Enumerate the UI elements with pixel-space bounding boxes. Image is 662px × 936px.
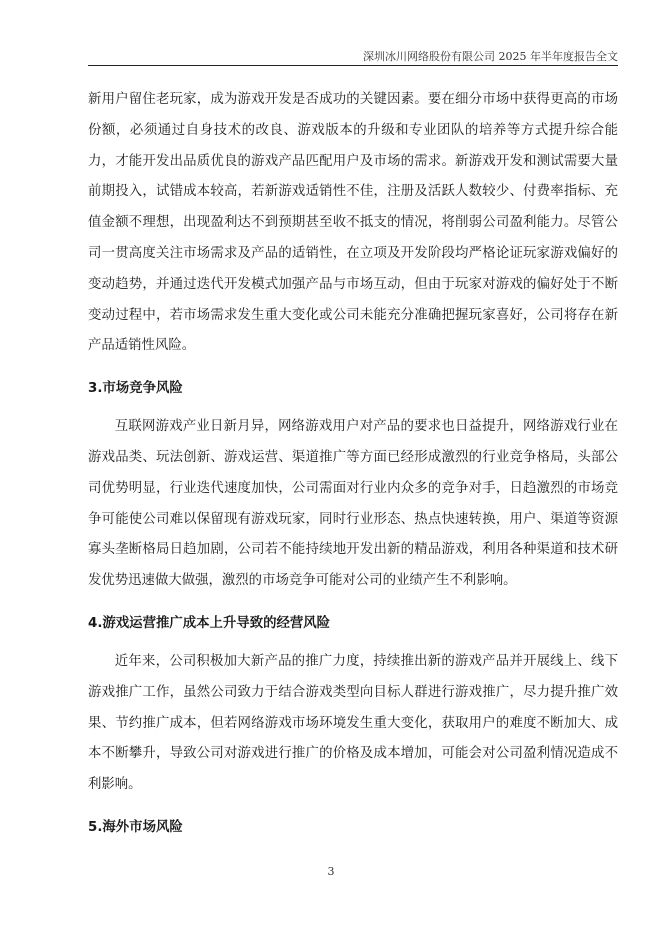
intro-paragraph: 新用户留住老玩家，成为游戏开发是否成功的关键因素。要在细分市场中获得更高的市场份额，必须通过自身技术的改良、游戏版本的升级和专业团队的培养等方式提升综合能力，才能开发出品质优良的游戏产品匹配用户及市场的需求。新游戏开发和测试需要大量前期投入，试错成本较高，若新游戏适销性不佳，注册及活跃人数较少、付费率指标、充值金额不理想，出现盈利达不到预期甚至收不抵支的情况，将削弱公司盈利能力。尽管公司一贯高度关注市场需求及产品的适销性，在立项及开发阶段均严格论证玩家游戏偏好的变动趋势，并通过迭代开发模式加强产品与市场互动，但由于玩家对游戏的偏好处于不断变动过程中，若市场需求发生重大变化或公司未能充分准确把握玩家喜好，公司将存在新产品适销性风险。: [88, 92, 618, 354]
section-heading-overseas-market: 5.海外市场风险: [88, 819, 183, 835]
section-heading-market-competition: 3.市场竞争风险: [88, 381, 183, 397]
promotion-cost-paragraph: 近年来，公司积极加大新产品的推广力度，持续推出新的游戏产品并开展线上、线下游戏推广工作，虽然公司致力于结合游戏类型向目标人群进行游戏推广，尽力提升推广效果、节约推广成本，但若网络游戏市场环境发生重大变化，获取用户的难度不断加大、成本不断攀升，导致公司对游戏进行推广的价格及成本增加，可能会对公司盈利情况造成不利影响。: [88, 653, 618, 793]
page-number: 3: [327, 865, 335, 878]
document-body: [88, 85, 618, 851]
market-competition-paragraph: 互联网游戏产业日新月异，网络游戏用户对产品的要求也日益提升，网络游戏行业在游戏品类、玩法创新、游戏运营、渠道推广等方面已经形成激烈的行业竞争格局，头部公司优势明显，行业迭代速度加快，公司需面对行业内众多的竞争对手，日趋激烈的市场竞争可能使公司难以保留现有游戏玩家，同时行业形态、热点快速转换，用户、渠道等资源寡头垄断格局日趋加剧，公司若不能持续地开发出新的精品游戏，利用各种渠道和技术研发优势迅速做大做强，激烈的市场竞争可能对公司的业绩产生不利影响。: [88, 419, 618, 589]
page-header-title: 深圳冰川网络股份有限公司 2025 年半年度报告全文: [363, 50, 618, 63]
header-divider: [88, 65, 618, 66]
section-heading-promotion-cost: 4.游戏运营推广成本上升导致的经营风险: [88, 615, 331, 631]
